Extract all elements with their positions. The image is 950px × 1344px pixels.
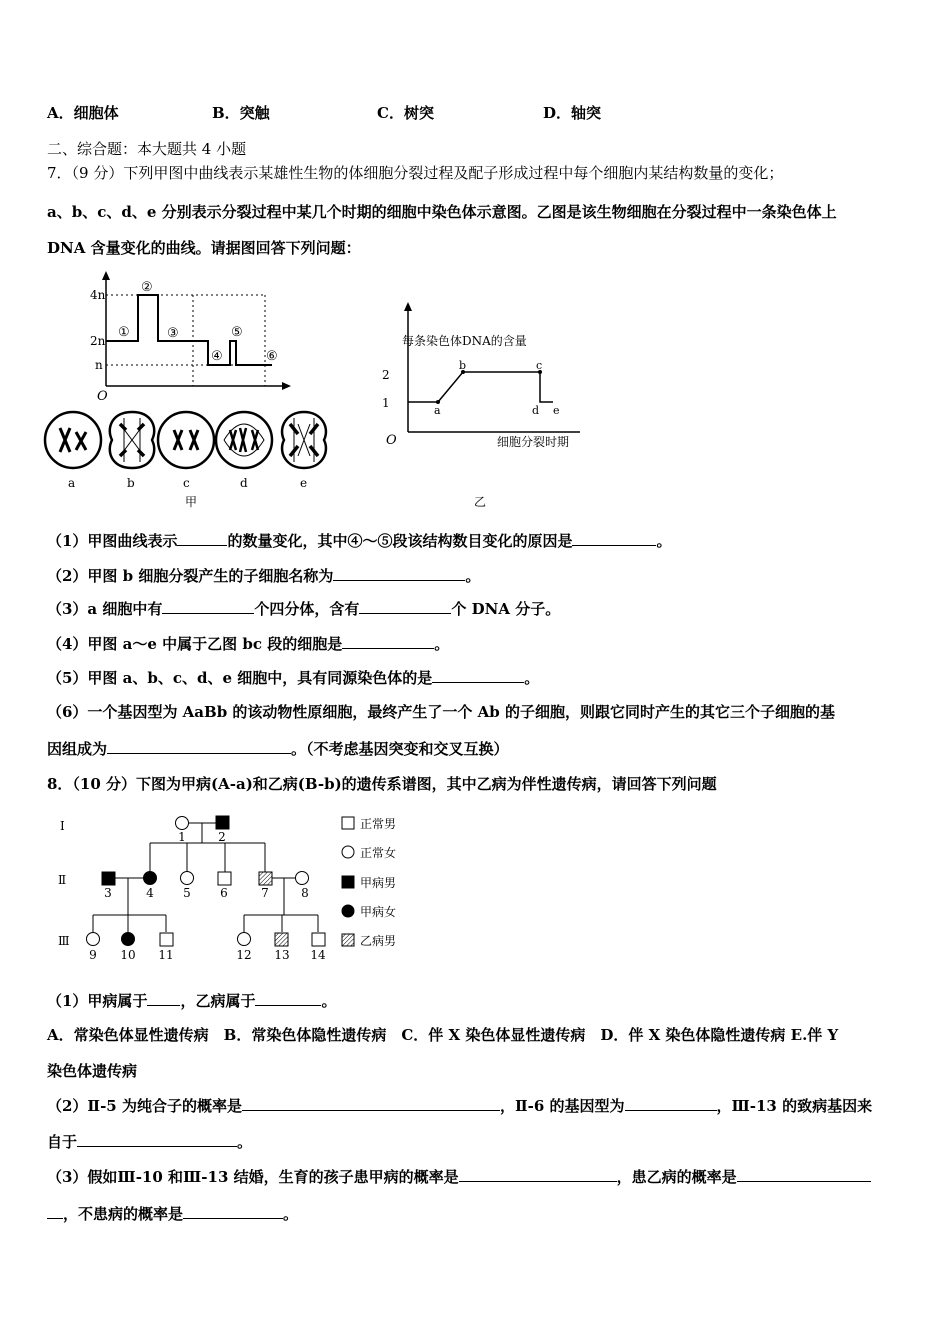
q7-sub1 <box>47 530 671 551</box>
q7-sub3-text3: 个 DNA 分子。 <box>451 600 561 618</box>
q8-sub2-text2: ，Ⅱ-6 的基因型为 <box>499 1097 625 1115</box>
q8-sub3-blank2-cont[interactable] <box>47 1204 63 1219</box>
yi-y-2: 2 <box>382 368 390 382</box>
num-8: 8 <box>301 886 309 900</box>
q8-sub2-blank1[interactable] <box>242 1096 500 1111</box>
cell-a <box>45 412 101 468</box>
yi-pt-d: d <box>532 404 540 417</box>
q7-stem-line1: 7．（9 分）下列甲图中曲线表示某雄性生物的体细胞分裂过程及配子形成过程中每个细胞内某结构数量的变化； <box>47 164 784 182</box>
seg-1: ① <box>118 325 130 340</box>
num-10: 10 <box>120 948 136 962</box>
cell-e <box>282 412 326 468</box>
cell-c <box>158 412 214 468</box>
gen-3: Ⅲ <box>58 934 70 948</box>
option-c: C．树突 <box>377 104 434 122</box>
cell-label-a: a <box>68 476 76 490</box>
q7-sub4 <box>47 633 449 654</box>
q8-choices-line2: 染色体遗传病 <box>47 1062 138 1080</box>
yi-y-1: 1 <box>382 396 390 410</box>
num-12: 12 <box>236 948 252 962</box>
yi-origin: O <box>386 433 397 448</box>
q7-sub5-text1: （5）甲图 a、b、c、d、e 细胞中，具有同源染色体的是 <box>47 669 433 687</box>
seg-4: ④ <box>211 349 223 364</box>
q8-sub2-text1: （2）Ⅱ-5 为纯合子的概率是 <box>47 1097 242 1115</box>
num-7: 7 <box>261 886 269 900</box>
q7-sub6-text2: 。（不考虑基因突变和交叉互换） <box>291 740 509 758</box>
legend-jia-female: 甲病女 <box>360 905 397 919</box>
q7-sub3-blank1[interactable] <box>162 599 254 614</box>
figure-jia <box>40 268 340 516</box>
option-a: A．细胞体 <box>47 104 119 122</box>
q8-stem: 8．（10 分）下图为甲病(A-a)和乙病(B-b)的遗传系谱图，其中乙病为伴性遗传病，请回答下列问题 <box>47 775 717 793</box>
yi-pt-a: a <box>434 404 441 417</box>
cell-d <box>216 412 272 468</box>
q7-stem-line3: DNA 含量变化的曲线。请据图回答下列问题： <box>47 239 361 257</box>
q8-choices-line1: A．常染色体显性遗传病 B．常染色体隐性遗传病 C．伴 X 染色体显性遗传病 D．伴 X 染色体隐性遗传病 E.伴 Y <box>47 1026 839 1044</box>
jia-y-4n: 4n <box>90 288 106 302</box>
q7-sub4-text1: （4）甲图 a～e 中属于乙图 bc 段的细胞是 <box>47 635 343 653</box>
q7-sub6-text1: 因组成为 <box>47 740 108 758</box>
q8-sub1-blank2[interactable] <box>255 991 321 1006</box>
legend-yi-male: 乙病男 <box>360 934 397 948</box>
legend-normal-female: 正常女 <box>360 846 397 860</box>
q8-sub2-blank3[interactable] <box>77 1132 237 1147</box>
q7-sub5-blank[interactable] <box>432 668 524 683</box>
q7-sub2-text1: （2）甲图 b 细胞分裂产生的子细胞名称为 <box>47 567 334 585</box>
q8-sub3-text3: ，不患病的概率是 <box>63 1205 184 1223</box>
num-6: 6 <box>220 886 228 900</box>
q8-sub3-line1 <box>47 1166 871 1187</box>
figure-yi <box>375 300 605 515</box>
q7-sub4-blank[interactable] <box>342 634 434 649</box>
q7-sub1-text3: 。 <box>656 532 672 550</box>
q7-sub3-text2: 个四分体，含有 <box>254 600 360 618</box>
num-11: 11 <box>158 948 174 962</box>
section-heading: 二、综合题：本大题共 4 小题 <box>47 140 247 158</box>
q8-sub3-text4: 。 <box>283 1205 299 1223</box>
q8-sub3-blank1[interactable] <box>459 1167 617 1182</box>
q7-sub1-text2: 的数量变化，其中④～⑤段该结构数目变化的原因是 <box>227 532 573 550</box>
yi-x-label: 细胞分裂时期 <box>497 435 570 449</box>
yi-pt-c: c <box>536 359 543 372</box>
q8-sub2-blank2[interactable] <box>625 1096 717 1111</box>
yi-caption: 乙 <box>474 495 487 509</box>
seg-5: ⑤ <box>231 325 243 340</box>
q8-sub3-text1: （3）假如Ⅲ-10 和Ⅲ-13 结婚，生育的孩子患甲病的概率是 <box>47 1168 459 1186</box>
q8-sub3-text2: ，患乙病的概率是 <box>616 1168 737 1186</box>
q7-sub1-blank1[interactable] <box>177 531 227 546</box>
gen-2: Ⅱ <box>58 873 67 887</box>
num-9: 9 <box>89 948 97 962</box>
q7-sub4-text2: 。 <box>434 635 450 653</box>
q8-sub2-text4: 自于 <box>47 1133 78 1151</box>
q8-sub1-blank1[interactable] <box>147 991 180 1006</box>
q7-sub3-blank2[interactable] <box>359 599 451 614</box>
q7-sub5 <box>47 667 539 688</box>
q7-sub6-blank[interactable] <box>107 739 291 754</box>
num-1: 1 <box>178 830 186 844</box>
q7-sub3 <box>47 598 560 619</box>
jia-caption: 甲 <box>185 495 198 509</box>
num-13: 13 <box>274 948 290 962</box>
legend-jia-male: 甲病男 <box>360 876 397 890</box>
num-5: 5 <box>183 886 191 900</box>
num-4: 4 <box>146 886 154 900</box>
q8-sub3-line2 <box>47 1203 298 1224</box>
option-d: D．轴突 <box>543 104 602 122</box>
gen-1: Ⅰ <box>60 819 65 833</box>
num-3: 3 <box>104 886 112 900</box>
q7-sub1-text1: （1）甲图曲线表示 <box>47 532 178 550</box>
q8-sub2-line1 <box>47 1095 872 1116</box>
yi-pt-e: e <box>553 404 560 417</box>
cell-b <box>110 412 154 468</box>
q7-sub2 <box>47 565 480 586</box>
num-2: 2 <box>218 830 226 844</box>
q7-sub1-blank2[interactable] <box>572 531 656 546</box>
q7-sub3-text1: （3）a 细胞中有 <box>47 600 163 618</box>
option-b: B．突触 <box>212 104 270 122</box>
jia-origin: O <box>97 389 108 404</box>
legend-normal-male: 正常男 <box>360 817 397 831</box>
seg-2: ② <box>141 280 153 295</box>
jia-y-n: n <box>95 358 103 372</box>
q7-sub2-text2: 。 <box>465 567 481 585</box>
q8-sub3-blank3[interactable] <box>183 1204 283 1219</box>
q8-sub3-blank2[interactable] <box>737 1167 871 1182</box>
cell-label-c: c <box>183 476 190 490</box>
q7-sub2-blank[interactable] <box>333 566 465 581</box>
cell-label-d: d <box>240 476 248 490</box>
cell-label-e: e <box>300 476 308 490</box>
seg-6: ⑥ <box>266 349 278 364</box>
seg-3: ③ <box>167 326 179 341</box>
pedigree-chart <box>50 805 420 970</box>
q8-sub1-text1: （1）甲病属于 <box>47 992 148 1010</box>
q8-sub1-text3: 。 <box>321 992 337 1010</box>
jia-y-2n: 2n <box>90 334 106 348</box>
q8-sub2-text3: ，Ⅲ-13 的致病基因来 <box>716 1097 873 1115</box>
q8-sub2-line2 <box>47 1131 252 1152</box>
cell-label-b: b <box>127 476 135 490</box>
yi-pt-b: b <box>459 359 467 372</box>
q8-sub1-text2: ，乙病属于 <box>180 992 256 1010</box>
q8-sub1 <box>47 990 336 1011</box>
yi-title: 每条染色体DNA的含量 <box>402 334 527 348</box>
q8-sub2-text5: 。 <box>237 1133 253 1151</box>
q7-sub5-text2: 。 <box>524 669 540 687</box>
q7-sub6-line1: （6）一个基因型为 AaBb 的该动物性原细胞，最终产生了一个 Ab 的子细胞，则跟它同时产生的其它三个子细胞的基 <box>47 703 835 721</box>
q7-sub6-line2 <box>47 738 509 759</box>
num-14: 14 <box>310 948 326 962</box>
q7-stem-line2: a、b、c、d、e 分别表示分裂过程中某几个时期的细胞中染色体示意图。乙图是该生物细胞在分裂过程中一条染色体上 <box>47 203 837 221</box>
